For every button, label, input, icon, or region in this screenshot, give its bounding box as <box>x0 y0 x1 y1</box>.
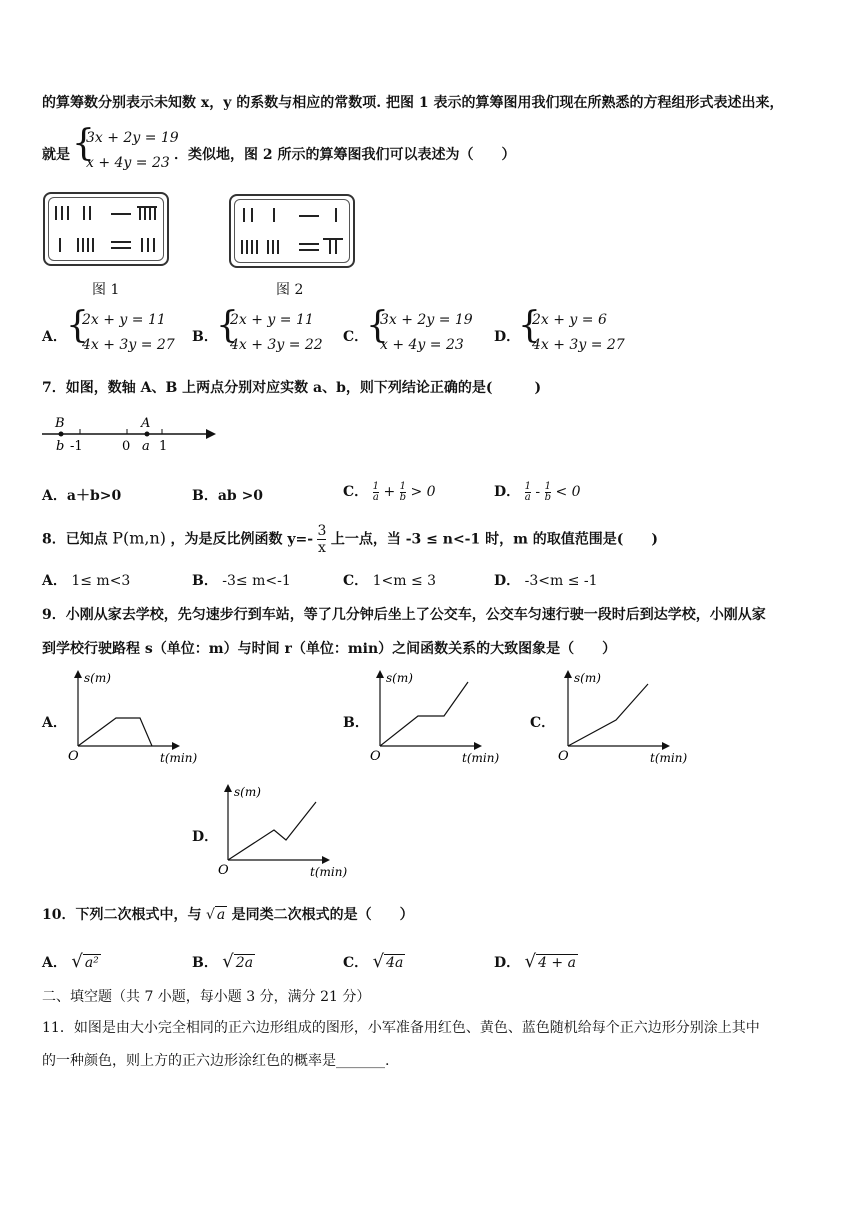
q7-point-a-label: A <box>141 416 151 431</box>
q8-option-c[interactable]: C． 1<m ≤ 3 <box>343 573 437 589</box>
brace: { <box>216 305 239 346</box>
q6-d-eq2: 4x + 3y = 27 <box>532 337 625 353</box>
q7-d-frac2: $\frac{1}{b}$ <box>544 480 552 503</box>
q9-stem-line2: 到学校行驶路程 s（单位：m）与时间 r（单位：min）之间函数关系的大致图象是（ ） <box>42 641 617 657</box>
q6-c-eq1: 3x + 2y = 19 <box>380 312 473 328</box>
q7-d-rel: < 0 <box>555 484 581 500</box>
brace: { <box>366 305 389 346</box>
q11-stem-line2: 的一种颜色，则上方的正六边形涂红色的概率是_______. <box>42 1053 390 1069</box>
intro-line1: 的算筹数分别表示未知数 x，y 的系数与相应的常数项. 把图 1 表示的算筹图用我们现在所熟悉的方程组形式表述出来， <box>42 95 784 111</box>
q8-post: 上一点，当 -3 ≤ n<-1 时，m 的取值范围是( ) <box>330 531 659 548</box>
svg-text:O: O <box>218 863 229 878</box>
svg-text:O: O <box>370 749 381 764</box>
q10-stem: 10．下列二次根式中，与 √ a 是同类二次根式的是（ ） <box>42 907 414 923</box>
q7-a-label: a <box>142 439 150 454</box>
intro-line2-post: ．类似地，图 2 所示的算筹图我们可以表述为（ ） <box>174 147 516 163</box>
q7-d-label-text: D． <box>494 484 521 500</box>
q9-graph-b[interactable] <box>366 668 506 768</box>
figure-1-caption: 图 1 <box>92 282 120 298</box>
svg-text:O: O <box>68 749 79 764</box>
q8-option-d[interactable]: D． -3<m ≤ -1 <box>494 573 598 589</box>
q6-option-d-label: D． <box>494 329 521 345</box>
q9-option-b-label[interactable]: B． <box>343 715 369 731</box>
q8-point: P(m,n) <box>112 528 167 548</box>
q10-option-d[interactable]: D． √ 4 + a <box>494 951 576 972</box>
q6-option-c[interactable] <box>380 308 473 358</box>
q8-fraction: $\frac{3}{x}$ <box>317 523 327 556</box>
q7-c-frac2: $\frac{1}{b}$ <box>399 480 407 503</box>
q7-tick-one: 1 <box>159 439 168 454</box>
svg-text:s(m): s(m) <box>574 671 601 685</box>
brace: { <box>72 123 95 164</box>
q6-d-eq1: 2x + y = 6 <box>532 312 607 328</box>
q6-b-eq2: 4x + 3y = 22 <box>230 337 323 353</box>
q8-mid: ，为是反比例函数 y=- <box>170 531 314 548</box>
sqrt-icon: √ <box>524 951 537 972</box>
svg-text:t(min): t(min) <box>462 751 500 765</box>
q6-a-eq2: 4x + 3y = 27 <box>82 337 175 353</box>
svg-text:t(min): t(min) <box>310 865 348 879</box>
q7-d-op: - <box>535 484 541 500</box>
intro-eq2: x + 4y = 23 <box>86 155 170 171</box>
q6-c-eq2: x + 4y = 23 <box>380 337 464 353</box>
q7-stem: 7．如图，数轴 A、B 上两点分别对应实数 a、b，则下列结论正确的是( ) <box>42 380 542 396</box>
brace: { <box>66 305 89 346</box>
brace: { <box>518 305 541 346</box>
sqrt-icon: √ <box>372 951 385 972</box>
svg-text:t(min): t(min) <box>160 751 198 765</box>
q6-b-eq1: 2x + y = 11 <box>230 312 314 328</box>
q10-option-c[interactable]: C． √ 4a <box>343 951 404 972</box>
svg-text:s(m): s(m) <box>84 671 111 685</box>
q6-option-a-label: A． <box>42 329 67 345</box>
intro-eq1: 3x + 2y = 19 <box>86 130 179 146</box>
q7-a-text: a＋b>0 <box>66 488 122 504</box>
q7-b-text: ab >0 <box>217 488 264 504</box>
svg-text:s(m): s(m) <box>386 671 413 685</box>
q9-graph-d[interactable] <box>214 782 354 882</box>
q8-pre: 8．已知点 <box>42 531 108 548</box>
q9-graph-a[interactable] <box>64 668 204 768</box>
sqrt-icon: √ <box>71 951 83 972</box>
q9-option-d-label[interactable]: D． <box>192 829 219 845</box>
q9-option-c-label[interactable]: C． <box>530 715 556 731</box>
figure-2-caption: 图 2 <box>276 282 304 298</box>
q6-option-c-label: C． <box>343 329 369 345</box>
q8-option-a[interactable]: A． 1≤ m<3 <box>42 573 131 589</box>
q7-tick-zero: 0 <box>122 439 131 454</box>
svg-text:t(min): t(min) <box>650 751 688 765</box>
q7-tick-minus1: -1 <box>70 439 83 454</box>
svg-text:O: O <box>558 749 569 764</box>
q11-stem-line1: 11．如图是由大小完全相同的正六边形组成的图形，小军准备用红色、黄色、蓝色随机给每个正六边形分别涂上其中 <box>42 1020 760 1036</box>
q6-option-a[interactable] <box>82 308 175 358</box>
q8-stem <box>42 523 658 556</box>
q7-a-label-text: A． <box>42 488 67 504</box>
figure-2-counting-rods <box>229 194 355 268</box>
q6-option-d[interactable] <box>532 308 625 358</box>
q7-d-frac1: $\frac{1}{a}$ <box>524 480 531 503</box>
q7-c-rel: > 0 <box>410 484 436 500</box>
q7-b-label: b <box>56 439 65 454</box>
sqrt-icon: √ <box>205 907 215 923</box>
sqrt-icon: √ <box>222 951 234 972</box>
section-2-header: 二、填空题（共 7 小题，每小题 3 分，满分 21 分） <box>42 989 371 1005</box>
q7-number-line <box>40 412 220 456</box>
q7-option-b[interactable] <box>192 485 263 505</box>
q9-graph-c[interactable] <box>554 668 694 768</box>
q9-option-a-label[interactable]: A． <box>42 715 67 731</box>
q9-stem-line1: 9．小刚从家去学校，先匀速步行到车站，等了几分钟后坐上了公交车，公交车匀速行驶一段时后到达学校，小刚从家 <box>42 607 766 623</box>
q7-b-label-text: B． <box>192 488 218 504</box>
intro-line2-pre: 就是 <box>42 147 70 163</box>
q7-option-a[interactable] <box>42 485 121 505</box>
q7-c-op: + <box>383 484 396 500</box>
q7-c-frac1: $\frac{1}{a}$ <box>372 480 379 503</box>
q10-option-a[interactable]: A． √ a² <box>42 951 99 972</box>
q6-option-b[interactable] <box>230 308 323 358</box>
q6-option-b-label: B． <box>192 329 218 345</box>
q7-c-label-text: C． <box>343 484 369 500</box>
intro-system <box>86 126 179 176</box>
q6-a-eq1: 2x + y = 11 <box>82 312 166 328</box>
svg-text:s(m): s(m) <box>234 785 261 799</box>
q7-option-d[interactable] <box>494 481 581 503</box>
q7-point-b-label: B <box>55 416 65 431</box>
q7-option-c[interactable] <box>343 481 436 503</box>
q8-option-b[interactable]: B． -3≤ m<-1 <box>192 573 291 589</box>
q10-option-b[interactable]: B． √ 2a <box>192 951 254 972</box>
figure-1-counting-rods <box>43 192 169 266</box>
